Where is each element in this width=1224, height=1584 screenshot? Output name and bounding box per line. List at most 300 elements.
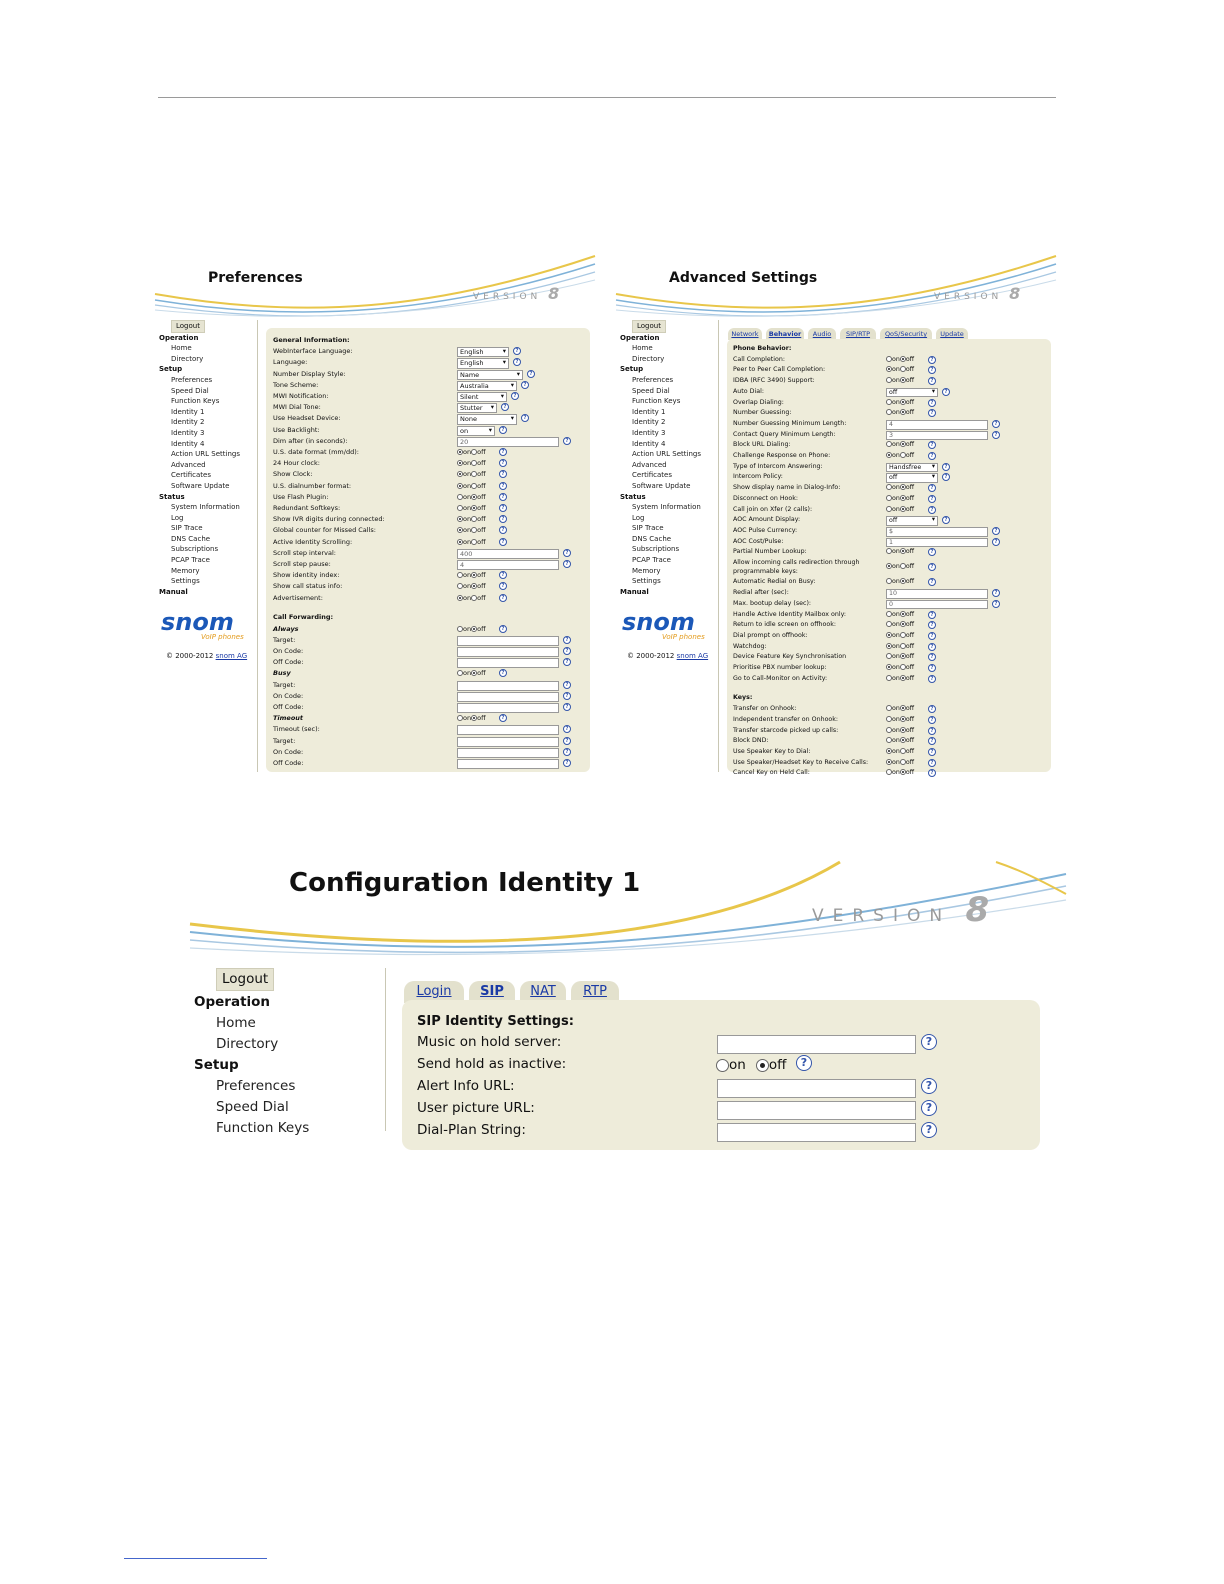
radio-group-independent-transfer-on-onhook — [886, 716, 914, 723]
help-icon[interactable]: ? — [499, 526, 507, 534]
radio-button[interactable] — [886, 664, 892, 670]
radio-button[interactable] — [457, 539, 463, 545]
sidebar-item-identity-3[interactable]: Identity 3 — [632, 428, 666, 437]
radio-button[interactable] — [471, 595, 477, 601]
select-tone-scheme[interactable]: Australia ▾ — [457, 381, 517, 391]
help-icon[interactable]: ? — [928, 563, 936, 571]
radio-button[interactable] — [900, 356, 906, 362]
radio-button[interactable] — [457, 483, 463, 489]
input-alert-info-url[interactable] — [717, 1079, 916, 1098]
radio-label-on: on — [463, 624, 472, 633]
copyright-link[interactable]: snom AG — [676, 652, 709, 660]
help-icon[interactable]: ? — [563, 748, 571, 756]
field-label-u-s-dialnumber-format: U.S. dialnumber format: — [273, 481, 352, 490]
input-target[interactable] — [457, 681, 559, 691]
radio-button[interactable] — [886, 748, 892, 754]
sidebar-item-pcap-trace[interactable]: PCAP Trace — [171, 556, 210, 565]
field-label-off-code: Off Code: — [273, 758, 304, 767]
field-label-active-identity-scrolling: Active Identity Scrolling: — [273, 537, 353, 546]
radio-label-on: on — [892, 642, 900, 650]
sidebar-item-function-keys[interactable]: Function Keys — [632, 397, 681, 406]
radio-label-on: on — [729, 1057, 746, 1073]
input-scroll-step-interval[interactable]: 400 — [457, 549, 559, 559]
page-title: Advanced Settings — [669, 270, 818, 286]
sidebar-item-action-url-settings[interactable]: Action URL Settings — [171, 450, 240, 459]
help-icon[interactable]: ? — [928, 366, 936, 374]
sidebar-item-home[interactable]: Home — [216, 1015, 256, 1031]
radio-button[interactable] — [457, 449, 463, 455]
input-aoc-cost-pulse[interactable]: 1 — [886, 538, 988, 548]
help-icon[interactable]: ? — [942, 463, 950, 471]
radio-button[interactable] — [900, 611, 906, 617]
field-label-show-clock: Show Clock: — [273, 470, 313, 479]
help-icon[interactable]: ? — [921, 1100, 937, 1116]
radio-button[interactable] — [900, 409, 906, 415]
sidebar-item-system-information[interactable]: System Information — [171, 503, 240, 512]
radio-label-off: off — [477, 593, 486, 602]
copyright-link[interactable]: snom AG — [215, 652, 248, 660]
field-label-always: Always — [273, 624, 299, 633]
sidebar-item-identity-4[interactable]: Identity 4 — [632, 439, 666, 448]
radio-button[interactable] — [886, 643, 892, 649]
help-icon[interactable]: ? — [928, 759, 936, 767]
help-icon[interactable]: ? — [499, 426, 507, 434]
section-heading-phone-behavior: Phone Behavior: — [733, 345, 792, 352]
help-icon[interactable]: ? — [928, 632, 936, 640]
help-icon[interactable]: ? — [499, 470, 507, 478]
radio-button[interactable] — [471, 539, 477, 545]
field-label-cancel-key-on-held-call: Cancel Key on Held Call: — [733, 769, 810, 777]
help-icon[interactable]: ? — [563, 759, 571, 767]
input-number-guessing-minimum-length[interactable]: 4 — [886, 420, 988, 430]
radio-label-on: on — [892, 621, 900, 629]
radio-button[interactable] — [900, 716, 906, 722]
help-icon[interactable]: ? — [563, 658, 571, 666]
radio-label-off: off — [905, 705, 915, 713]
help-icon[interactable]: ? — [992, 431, 1000, 439]
field-label-programmable-keys: programmable keys: — [733, 567, 798, 575]
radio-button[interactable] — [900, 748, 906, 754]
input-on-code[interactable] — [457, 692, 559, 702]
help-icon[interactable]: ? — [928, 409, 936, 417]
tab-nat[interactable]: NAT — [520, 981, 566, 1003]
help-icon[interactable]: ? — [511, 392, 519, 400]
help-icon[interactable]: ? — [928, 675, 936, 683]
help-icon[interactable]: ? — [499, 504, 507, 512]
sidebar-item-home[interactable]: Home — [632, 344, 653, 353]
tab-sip-rtp[interactable]: SIP/RTP — [840, 328, 876, 340]
sidebar-item-identity-2[interactable]: Identity 2 — [632, 418, 666, 427]
sidebar-item-preferences[interactable]: Preferences — [171, 375, 213, 384]
radio-button[interactable] — [900, 621, 906, 627]
radio-group-use-flash-plugin — [457, 493, 486, 501]
field-label-block-dnd: Block DND: — [733, 737, 769, 745]
radio-button[interactable] — [900, 377, 906, 383]
help-icon[interactable]: ? — [921, 1078, 937, 1094]
radio-group-use-speaker-key-to-dial — [886, 748, 914, 755]
radio-label-off: off — [905, 484, 915, 492]
help-icon[interactable]: ? — [499, 582, 507, 590]
radio-label-on: on — [892, 769, 900, 777]
sidebar-item-function-keys[interactable]: Function Keys — [216, 1120, 310, 1136]
help-icon[interactable]: ? — [942, 516, 950, 524]
help-icon[interactable]: ? — [928, 356, 936, 364]
help-icon[interactable]: ? — [521, 414, 529, 422]
help-icon[interactable]: ? — [499, 515, 507, 523]
field-label-type-of-intercom-answering: Type of Intercom Answering: — [733, 462, 823, 470]
radio-button[interactable] — [886, 611, 892, 617]
sidebar-item-directory[interactable]: Directory — [216, 1036, 279, 1052]
field-label-scroll-step-interval: Scroll step interval: — [273, 548, 336, 557]
sidebar-item-directory[interactable]: Directory — [171, 354, 204, 363]
radio-button[interactable] — [900, 452, 906, 458]
select-use-backlight[interactable]: on ▾ — [457, 426, 495, 436]
tab-qos-security[interactable]: QoS/Security — [880, 328, 932, 340]
sidebar-item-software-update[interactable]: Software Update — [632, 481, 691, 490]
field-label-webinterface-language: WebInterface Language: — [273, 347, 353, 356]
sidebar-item-advanced[interactable]: Advanced — [632, 460, 667, 469]
radio-button[interactable] — [900, 664, 906, 670]
radio-label-off: off — [477, 459, 486, 468]
select-mwi-notification[interactable]: Silent ▾ — [457, 392, 507, 402]
help-icon[interactable]: ? — [499, 625, 507, 633]
help-icon[interactable]: ? — [992, 420, 1000, 428]
radio-button[interactable] — [900, 484, 906, 490]
select-aoc-amount-display[interactable]: off ▾ — [886, 516, 938, 526]
input-user-picture-url[interactable] — [717, 1101, 916, 1120]
field-label-use-flash-plugin: Use Flash Plugin: — [273, 492, 329, 501]
help-icon[interactable]: ? — [928, 664, 936, 672]
select-webinterface-language[interactable]: English ▾ — [457, 347, 509, 357]
radio-button[interactable] — [457, 626, 463, 632]
help-icon[interactable]: ? — [921, 1122, 937, 1138]
help-icon[interactable]: ? — [563, 636, 571, 644]
radio-group-handle-active-identity-mailbox-only — [886, 611, 914, 618]
select-auto-dial[interactable]: off ▾ — [886, 388, 938, 398]
radio-button[interactable] — [886, 675, 892, 681]
help-icon[interactable]: ? — [499, 714, 507, 722]
field-label-call-join-on-xfer-2-calls: Call join on Xfer (2 calls): — [733, 505, 813, 513]
help-icon[interactable]: ? — [928, 705, 936, 713]
radio-label-on: on — [892, 715, 900, 723]
radio-label-on: on — [892, 398, 900, 406]
tab-audio[interactable]: Audio — [808, 328, 836, 340]
copyright: © 2000-2012 snom AG — [166, 652, 248, 660]
radio-label-on: on — [892, 366, 900, 374]
help-icon[interactable]: ? — [928, 643, 936, 651]
help-icon[interactable]: ? — [513, 358, 521, 366]
radio-button[interactable] — [900, 643, 906, 649]
help-icon[interactable]: ? — [928, 441, 936, 449]
field-label-language: Language: — [273, 358, 308, 367]
help-icon[interactable]: ? — [499, 459, 507, 467]
help-icon[interactable]: ? — [942, 473, 950, 481]
sidebar-item-identity-4[interactable]: Identity 4 — [171, 439, 205, 448]
select-number-display-style[interactable]: Name ▾ — [457, 370, 523, 380]
help-icon[interactable]: ? — [499, 669, 507, 677]
help-icon[interactable]: ? — [796, 1055, 812, 1071]
radio-button[interactable] — [886, 452, 892, 458]
radio-button[interactable] — [900, 399, 906, 405]
radio-button[interactable] — [457, 595, 463, 601]
field-label-watchdog: Watchdog: — [733, 642, 767, 650]
sidebar-item-directory[interactable]: Directory — [632, 354, 665, 363]
radio-button[interactable] — [886, 759, 892, 765]
sidebar-item-dns-cache[interactable]: DNS Cache — [171, 534, 211, 543]
help-icon[interactable]: ? — [928, 748, 936, 756]
help-icon[interactable]: ? — [992, 600, 1000, 608]
radio-group-number-guessing — [886, 409, 914, 416]
help-icon[interactable]: ? — [928, 548, 936, 556]
help-icon[interactable]: ? — [992, 538, 1000, 546]
sidebar-item-dns-cache[interactable]: DNS Cache — [632, 534, 672, 543]
sidebar-item-speed-dial[interactable]: Speed Dial — [632, 386, 670, 395]
radio-group-block-url-dialing — [886, 441, 914, 448]
sidebar-item-preferences[interactable]: Preferences — [216, 1078, 296, 1094]
input-target[interactable] — [457, 737, 559, 747]
help-icon[interactable]: ? — [499, 448, 507, 456]
help-icon[interactable]: ? — [499, 571, 507, 579]
radio-button[interactable] — [886, 506, 892, 512]
sidebar-item-identity-2[interactable]: Identity 2 — [171, 418, 205, 427]
radio-button[interactable] — [471, 483, 477, 489]
help-icon[interactable]: ? — [563, 703, 571, 711]
help-icon[interactable]: ? — [563, 692, 571, 700]
help-icon[interactable]: ? — [527, 370, 535, 378]
sidebar-item-memory[interactable]: Memory — [632, 566, 661, 575]
sidebar-item-memory[interactable]: Memory — [171, 566, 200, 575]
radio-button[interactable] — [886, 495, 892, 501]
logout-button[interactable]: Logout — [216, 968, 274, 991]
advanced-settings-screenshot — [616, 250, 1056, 777]
radio-label-off: off — [477, 624, 486, 633]
help-icon[interactable]: ? — [521, 381, 529, 389]
help-icon[interactable]: ? — [928, 495, 936, 503]
input-aoc-pulse-currency[interactable]: $ — [886, 527, 988, 537]
radio-button[interactable] — [900, 632, 906, 638]
sidebar-item-action-url-settings[interactable]: Action URL Settings — [632, 450, 701, 459]
help-icon[interactable]: ? — [499, 482, 507, 490]
radio-label-off: off — [905, 726, 915, 734]
help-icon[interactable]: ? — [921, 1034, 937, 1050]
help-icon[interactable]: ? — [563, 647, 571, 655]
input-dial-plan-string[interactable] — [717, 1123, 916, 1142]
help-icon[interactable]: ? — [992, 527, 1000, 535]
radio-button[interactable] — [886, 727, 892, 733]
radio-button[interactable] — [900, 737, 906, 743]
radio-button[interactable] — [900, 506, 906, 512]
sidebar-item-subscriptions[interactable]: Subscriptions — [632, 545, 680, 554]
radio-button[interactable] — [471, 494, 477, 500]
radio-button[interactable] — [900, 759, 906, 765]
help-icon[interactable]: ? — [942, 388, 950, 396]
radio-label-off: off — [905, 653, 915, 661]
input-on-code[interactable] — [457, 748, 559, 758]
field-label-peer-to-peer-call-completion: Peer to Peer Call Completion: — [733, 366, 826, 374]
radio-button[interactable] — [457, 505, 463, 511]
radio-label-off: off — [905, 715, 915, 723]
nav-section-status: Status — [620, 492, 646, 501]
sidebar-item-identity-1[interactable]: Identity 1 — [171, 407, 205, 416]
input-max-bootup-delay-sec[interactable]: 0 — [886, 600, 988, 610]
sidebar-item-certificates[interactable]: Certificates — [171, 471, 212, 480]
radio-group-call-completion — [886, 356, 914, 363]
radio-label-on: on — [463, 448, 472, 456]
help-icon[interactable]: ? — [928, 716, 936, 724]
sidebar-item-software-update[interactable]: Software Update — [171, 481, 230, 490]
tab-network[interactable]: Network — [728, 328, 762, 340]
help-icon[interactable]: ? — [928, 769, 936, 777]
field-label-scroll-step-pause: Scroll step pause: — [273, 560, 331, 568]
radio-group-show-display-name-in-dialog-info — [886, 484, 914, 491]
field-label-challenge-response-on-phone: Challenge Response on Phone: — [733, 452, 831, 459]
help-icon[interactable]: ? — [928, 377, 936, 385]
radio-group-send-hold-as-inactive — [716, 1057, 786, 1073]
radio-label-off: off — [905, 563, 915, 571]
radio-label-on: on — [463, 459, 472, 468]
radio-label-on: on — [892, 409, 900, 417]
help-icon[interactable]: ? — [992, 589, 1000, 597]
radio-button[interactable] — [900, 675, 906, 681]
help-icon[interactable]: ? — [928, 653, 936, 661]
radio-button[interactable] — [716, 1059, 729, 1072]
help-icon[interactable]: ? — [928, 611, 936, 619]
help-icon[interactable]: ? — [563, 725, 571, 733]
field-label-return-to-idle-screen-on-offhook: Return to idle screen on offhook: — [733, 621, 837, 629]
sidebar-item-speed-dial[interactable]: Speed Dial — [216, 1099, 289, 1115]
help-icon[interactable]: ? — [928, 506, 936, 514]
tab-behavior[interactable]: Behavior — [766, 328, 804, 340]
help-icon[interactable]: ? — [513, 347, 521, 355]
radio-button[interactable] — [886, 356, 892, 362]
sidebar-item-sip-trace[interactable]: SIP Trace — [171, 524, 203, 533]
help-icon[interactable]: ? — [928, 727, 936, 735]
help-icon[interactable]: ? — [563, 560, 571, 568]
nav-section-manual: Manual — [159, 587, 188, 596]
logout-button[interactable]: Logout — [632, 320, 666, 333]
radio-label-on: on — [892, 578, 900, 586]
help-icon[interactable]: ? — [499, 594, 507, 602]
input-dim-after-in-seconds[interactable]: 20 — [457, 437, 559, 447]
help-icon[interactable]: ? — [563, 681, 571, 689]
radio-button[interactable] — [900, 495, 906, 501]
radio-label-on: on — [463, 515, 472, 524]
input-on-code[interactable] — [457, 647, 559, 657]
input-music-on-hold-server[interactable] — [717, 1035, 916, 1054]
logout-button[interactable]: Logout — [171, 320, 205, 333]
radio-label-on: on — [892, 548, 900, 556]
input-off-code[interactable] — [457, 759, 559, 769]
radio-group-idba-rfc-3490-support — [886, 377, 914, 384]
sidebar-item-settings[interactable]: Settings — [171, 577, 200, 586]
help-icon[interactable]: ? — [928, 484, 936, 492]
sidebar-item-system-information[interactable]: System Information — [632, 503, 701, 512]
sidebar-item-advanced[interactable]: Advanced — [171, 460, 206, 469]
radio-group-block-dnd — [886, 737, 914, 744]
sidebar-item-preferences[interactable]: Preferences — [632, 375, 674, 384]
input-off-code[interactable] — [457, 703, 559, 713]
input-off-code[interactable] — [457, 658, 559, 668]
radio-button[interactable] — [457, 494, 463, 500]
sidebar-item-subscriptions[interactable]: Subscriptions — [171, 545, 219, 554]
radio-group-watchdog — [886, 643, 914, 650]
sidebar-item-home[interactable]: Home — [171, 344, 192, 353]
input-redial-after-sec[interactable]: 10 — [886, 589, 988, 599]
help-icon[interactable]: ? — [563, 549, 571, 557]
radio-group-active-identity-scrolling — [457, 538, 486, 546]
radio-label-off: off — [477, 714, 486, 723]
tab-sip[interactable]: SIP — [469, 981, 515, 1003]
preferences-screenshot — [155, 250, 595, 772]
radio-label-off: off — [905, 747, 915, 755]
version-label: VERSION 8 — [812, 890, 990, 930]
help-icon[interactable]: ? — [928, 452, 936, 460]
select-type-of-intercom-answering[interactable]: Handsfree ▾ — [886, 463, 938, 473]
radio-button[interactable] — [886, 632, 892, 638]
sidebar-nav — [194, 968, 309, 1139]
help-icon[interactable]: ? — [928, 621, 936, 629]
radio-button[interactable] — [886, 399, 892, 405]
select-intercom-policy[interactable]: off ▾ — [886, 473, 938, 483]
select-use-headset-device[interactable]: None ▾ — [457, 414, 517, 424]
help-icon[interactable]: ? — [499, 538, 507, 546]
sidebar-item-certificates[interactable]: Certificates — [632, 471, 673, 480]
help-icon[interactable]: ? — [501, 403, 509, 411]
tab-login[interactable]: Login — [404, 981, 464, 1003]
sidebar-item-function-keys[interactable]: Function Keys — [171, 397, 220, 406]
field-label-intercom-policy: Intercom Policy: — [733, 473, 783, 481]
radio-label-on: on — [892, 653, 900, 661]
radio-label-off: off — [905, 441, 915, 449]
help-icon[interactable]: ? — [928, 399, 936, 407]
sidebar-item-sip-trace[interactable]: SIP Trace — [632, 524, 664, 533]
sidebar-nav — [620, 320, 701, 597]
input-contact-query-minimum-length[interactable]: 3 — [886, 431, 988, 441]
radio-button[interactable] — [886, 716, 892, 722]
sidebar-item-settings[interactable]: Settings — [632, 577, 661, 586]
radio-button[interactable] — [471, 626, 477, 632]
radio-group-automatic-redial-on-busy — [886, 578, 914, 585]
sidebar-item-identity-3[interactable]: Identity 3 — [171, 428, 205, 437]
help-icon[interactable]: ? — [563, 737, 571, 745]
sidebar-item-log[interactable]: Log — [171, 513, 184, 522]
version-label: VERSION 8 — [473, 284, 560, 303]
sidebar-item-identity-1[interactable]: Identity 1 — [632, 407, 666, 416]
sidebar-item-pcap-trace[interactable]: PCAP Trace — [632, 556, 671, 565]
radio-label-on: on — [463, 470, 472, 479]
select-mwi-dial-tone[interactable]: Stutter ▾ — [457, 403, 497, 413]
page-title: Configuration Identity 1 — [289, 868, 641, 898]
radio-button[interactable] — [900, 705, 906, 711]
input-scroll-step-pause[interactable]: 4 — [457, 560, 559, 570]
sidebar-item-speed-dial[interactable]: Speed Dial — [171, 386, 209, 395]
input-target[interactable] — [457, 636, 559, 646]
input-timeout-sec[interactable] — [457, 725, 559, 735]
help-icon[interactable]: ? — [499, 493, 507, 501]
radio-button[interactable] — [756, 1059, 769, 1072]
radio-button[interactable] — [900, 727, 906, 733]
help-icon[interactable]: ? — [928, 578, 936, 586]
tab-rtp[interactable]: RTP — [571, 981, 619, 1003]
nav-section-operation: Operation — [159, 333, 199, 342]
field-label-timeout: Timeout — [273, 714, 304, 723]
radio-group-cancel-key-on-held-call — [886, 769, 914, 776]
select-language[interactable]: English ▾ — [457, 358, 509, 368]
sidebar-item-log[interactable]: Log — [632, 513, 645, 522]
tab-update[interactable]: Update — [936, 328, 968, 340]
help-icon[interactable]: ? — [563, 437, 571, 445]
help-icon[interactable]: ? — [928, 737, 936, 745]
